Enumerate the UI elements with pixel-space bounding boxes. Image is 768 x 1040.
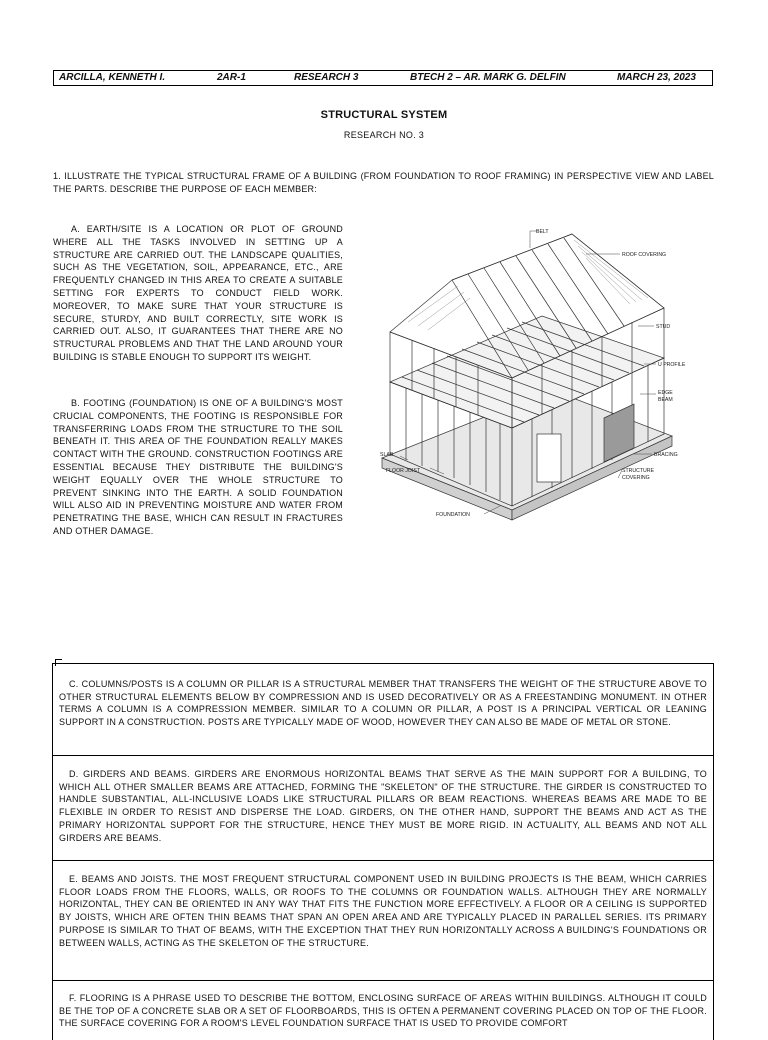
label-bracing: BRACING xyxy=(654,452,678,458)
box-flooring xyxy=(52,980,714,1040)
label-structure-covering-1: STRUCTURE xyxy=(622,468,654,474)
label-u-profile: U PROFILE xyxy=(658,362,686,368)
paragraph-a: A. EARTH/SITE IS A LOCATION OR PLOT OF GROUND WHERE ALL THE TASKS INVOLVED IN SETTING UP A STRUCTURE ARE CARRIED OUT. THE LANDSCAPE QUALITIES, SUCH AS THE VEGETATION, SOIL, APPEARANCE, ETC., ARE FREQUENTLY CHANGED IN THIS AREA TO CREATE A SUITABLE SETTING FOR EXPERTS TO CONDUCT FIELD WORK. MOREOVER, TO MAKE SURE THAT YOUR STRUCTURE IS SECURE, STURDY, AND BUILT CORRECTLY, SITE WORK IS CARRIED OUT. ALSO, IT GUARANTEES THAT THERE ARE NO STRUCTURAL PROBLEMS AND THAT THE LAND AROUND YOUR BUILDING IS STABLE ENOUGH TO SUPPORT ITS WEIGHT. xyxy=(53,224,343,362)
box-girders-beams xyxy=(52,755,714,860)
header-bar xyxy=(53,70,713,86)
document-subtitle: RESEARCH NO. 3 xyxy=(343,130,425,140)
date: MARCH 23, 2023 xyxy=(617,72,696,83)
paragraph-e: E. BEAMS AND JOISTS. THE MOST FREQUENT STRUCTURAL COMPONENT USED IN BUILDING PROJECTS IS THE BEAM, WHICH CARRIES FLOOR LOADS FROM THE FLOORS, WALLS, OR ROOFS TO THE COLUMNS OR FOUNDATION WALLS. ALTHOUGH THEY ARE NORMALLY HORIZONTAL, THEY CAN BE ORIENTED IN ANY WAY THAT FITS THE FUNCTION MORE EFFECTIVELY. A FLOOR OR A CEILING IS SUPPORTED BY JOISTS, WHICH ARE OFTEN THIN BEAMS THAT SPAN AN OPEN AREA AND ARE TYPICALLY PLACED IN PARALLEL SERIES. ITS PRIMARY PURPOSE IS SIMILAR TO THAT OF BEAMS, WITH THE EXCEPTION THAT THEY RUN HORIZONTALLY ACROSS A BUILDING'S FOUNDATIONS OR BETWEEN WALLS, ACTING AS THE SKELETON OF THE STRUCTURE. xyxy=(59,874,707,948)
label-belt: BELT xyxy=(536,229,549,235)
paragraph-c: C. COLUMNS/POSTS IS A COLUMN OR PILLAR IS A STRUCTURAL MEMBER THAT TRANSFERS THE WEIGHT OF THE STRUCTURE ABOVE TO OTHER STRUCTURAL ELEMENTS BELOW BY COMPRESSION AND IS USED DECORATIVELY OR AS A FREESTANDING MONUMENT. IN OTHER TERMS A COLUMN IS A COMPRESSION MEMBER. SIMILAR TO A COLUMN OR PILLAR, A POST IS A PRINCIPAL VERTICAL OR LEANING SUPPORT IN A CONSTRUCTION. POSTS ARE TYPICALLY MADE OF WOOD, HOWEVER THEY CAN ALSO BE MADE OF METAL OR STONE. xyxy=(59,679,707,728)
course-instructor: BTECH 2 – AR. MARK G. DELFIN xyxy=(410,72,566,83)
label-edge-beam-1: EDGE xyxy=(658,390,673,396)
box-beams-joists xyxy=(52,860,714,980)
student-name: ARCILLA, KENNETH I. xyxy=(59,72,166,83)
label-structure-covering-2: COVERING xyxy=(622,475,650,481)
label-slab: SLAB xyxy=(380,452,394,458)
paragraph-d: D. GIRDERS AND BEAMS. GIRDERS ARE ENORMOUS HORIZONTAL BEAMS THAT SERVE AS THE MAIN SUPPORT FOR A BUILDING, TO WHICH ALL OTHER SMALLER BEAMS ARE ATTACHED, FORMING THE "SKELETON" OF THE STRUCTURE. THE GIRDER IS CONSTRUCTED TO HANDLE SUBSTANTIAL, ALL-INCLUSIVE LOADS LIKE STRUCTURAL PILLARS OR BEAM REACTIONS. WHEREAS BEAMS ARE MADE TO BE FLEXIBLE IN ORDER TO RESIST AND DISPERSE THE LOAD. GIRDERS, ON THE OTHER HAND, SUPPORT THE BEAMS AND ACT AS THE PRIMARY HORIZONTAL SUPPORT FOR THE STRUCTURE, HENCE THEY MUST BE MORE RIGID. IN ACTUALITY, ALL BEAMS AND NOT ALL GIRDERS ARE BEAMS. xyxy=(59,769,707,843)
structural-frame-illustration xyxy=(372,222,712,524)
section-code: 2AR-1 xyxy=(217,72,246,83)
label-stud: STUD xyxy=(656,324,671,330)
house-frame-drawing xyxy=(372,222,712,524)
box-columns-posts xyxy=(52,663,714,755)
paragraph-b: B. FOOTING (FOUNDATION) IS ONE OF A BUILDING'S MOST CRUCIAL COMPONENTS, THE FOOTING IS RESPONSIBLE FOR TRANSFERRING LOADS FROM THE STRUCTURE TO THE SOIL BENEATH IT. THIS AREA OF THE FOUNDATION REALLY MAKES CONTACT WITH THE GROUND. CONSTRUCTION FOOTINGS ARE ESSENTIAL BECAUSE THEY DISTRIBUTE THE BUILDING'S WEIGHT EQUALLY OVER THE WHOLE STRUCTURE TO PREVENT SINKING INTO THE EARTH. A SOLID FOUNDATION WILL ALSO AID IN PREVENTING MOISTURE AND WATER FROM PENETRATING THE BASE, WHICH CAN RESULT IN FRACTURES AND OTHER DAMAGE. xyxy=(53,398,343,536)
label-edge-beam-2: BEAM xyxy=(658,397,673,403)
question-text: 1. ILLUSTRATE THE TYPICAL STRUCTURAL FRAME OF A BUILDING (FROM FOUNDATION TO ROOF FRAMING) IN PERSPECTIVE VIEW AND LABEL THE PARTS. DESCRIBE THE PURPOSE OF EACH MEMBER: xyxy=(53,171,714,194)
label-roof-covering: ROOF COVERING xyxy=(622,252,667,258)
label-floor-joist: FLOOR JOIST xyxy=(386,468,421,474)
document-title: STRUCTURAL SYSTEM xyxy=(320,109,448,121)
label-foundation: FOUNDATION xyxy=(436,512,470,518)
research-label: RESEARCH 3 xyxy=(294,72,359,83)
paragraph-f: F. FLOORING IS A PHRASE USED TO DESCRIBE THE BOTTOM, ENCLOSING SURFACE OF AREAS WITHIN BUILDINGS. ALTHOUGH IT COULD BE THE TOP OF A CONCRETE SLAB OR A SET OF FLOORBOARDS, THIS IS OFTEN A PERMANENT COVERING PLACED ON TOP OF THE FLOOR. THE SURFACE COVERING FOR A ROOM'S LEVEL FOUNDATION SURFACE THAT IS USED TO PROVIDE COMFORT xyxy=(59,993,707,1029)
